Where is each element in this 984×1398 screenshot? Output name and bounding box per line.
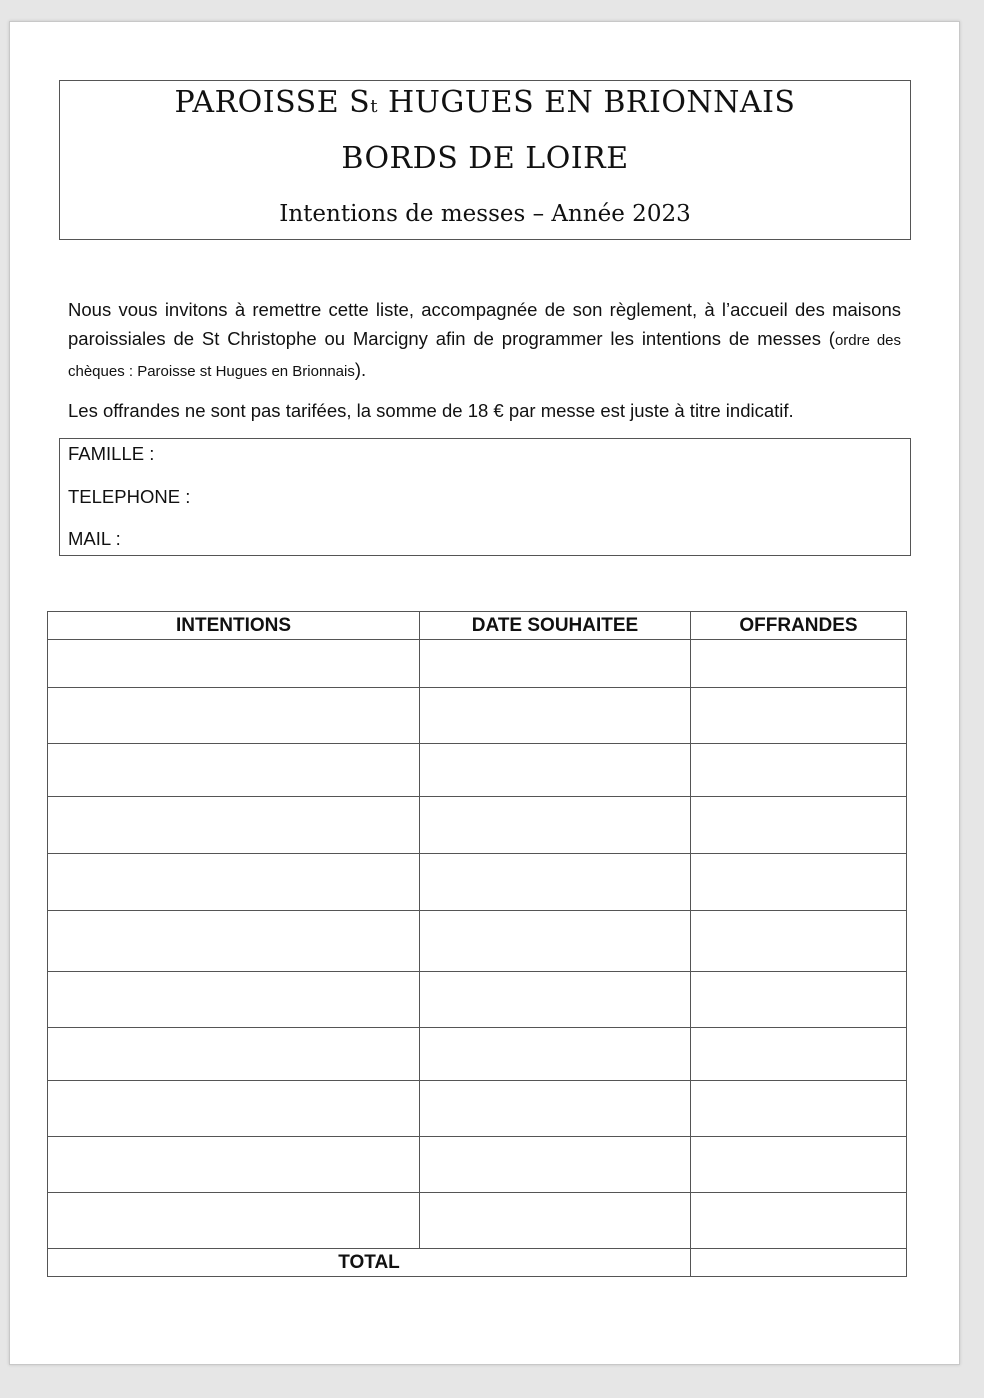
intention-cell[interactable] [48,854,420,911]
intention-cell[interactable] [48,911,420,972]
intention-cell[interactable] [48,640,420,688]
intention-cell[interactable] [48,688,420,744]
offering-note: Les offrandes ne sont pas tarifées, la somme de 18 € par messe est juste à titre indicatif. [68,400,794,421]
offrande-cell[interactable] [691,1193,907,1249]
intro-text-end: ). [354,359,367,380]
date-cell[interactable] [420,911,691,972]
document-title: Intentions de messes – Année 2023 [279,201,691,227]
date-cell[interactable] [420,1137,691,1193]
table-row [48,1137,907,1193]
offrande-cell[interactable] [691,911,907,972]
date-cell[interactable] [420,744,691,797]
intention-cell[interactable] [48,1081,420,1137]
intention-cell[interactable] [48,972,420,1028]
offrande-cell[interactable] [691,972,907,1028]
table-row [48,640,907,688]
intro-text: Nous vous invitons à remettre cette liste, accompagnée de son règlement, à l’accueil des maisons paroissiales de St Christophe ou Marcigny afin de programmer les intentions de messes ( [68,299,901,349]
telephone-label: TELEPHONE : [68,486,191,507]
parish-title [60,85,910,120]
column-header-date: DATE SOUHAITEE [420,612,691,640]
date-cell[interactable] [420,640,691,688]
date-cell[interactable] [420,1028,691,1081]
contact-box [59,438,911,556]
table-header-row [48,612,907,640]
offrande-cell[interactable] [691,688,907,744]
column-header-offrandes: OFFRANDES [691,612,907,640]
total-row [48,1249,907,1277]
intentions-table [47,611,907,1277]
offrande-cell[interactable] [691,1081,907,1137]
table-row [48,911,907,972]
parish-subtitle: BORDS DE LOIRE [341,141,629,176]
offrande-cell[interactable] [691,640,907,688]
table-row [48,854,907,911]
offrande-cell[interactable] [691,854,907,911]
offrande-cell[interactable] [691,744,907,797]
parish-title-suffix: HUGUES EN BRIONNAIS [377,85,796,120]
table-row [48,1193,907,1249]
table-row [48,688,907,744]
offrande-cell[interactable] [691,1028,907,1081]
intention-cell[interactable] [48,744,420,797]
header-box [59,80,911,240]
total-value-cell[interactable] [691,1249,907,1277]
column-header-intentions: INTENTIONS [48,612,420,640]
parish-title-superscript: t [370,96,378,117]
intention-cell[interactable] [48,797,420,854]
intention-cell[interactable] [48,1137,420,1193]
date-cell[interactable] [420,972,691,1028]
intro-paragraph [68,295,901,386]
table-row [48,972,907,1028]
offrande-cell[interactable] [691,1137,907,1193]
parish-title-prefix: PAROISSE S [174,85,371,120]
intention-cell[interactable] [48,1028,420,1081]
document-page [9,21,960,1365]
cheque-order-note: ordre des chèques : Paroisse st Hugues en Brionnais [68,332,902,380]
mail-label: MAIL : [68,528,121,549]
famille-label: FAMILLE : [68,443,155,464]
table-row [48,1028,907,1081]
date-cell[interactable] [420,1193,691,1249]
intention-cell[interactable] [48,1193,420,1249]
offrande-cell[interactable] [691,797,907,854]
date-cell[interactable] [420,797,691,854]
table-row [48,1081,907,1137]
date-cell[interactable] [420,688,691,744]
table-row [48,744,907,797]
total-label: TOTAL [48,1249,691,1277]
date-cell[interactable] [420,1081,691,1137]
table-row [48,797,907,854]
date-cell[interactable] [420,854,691,911]
